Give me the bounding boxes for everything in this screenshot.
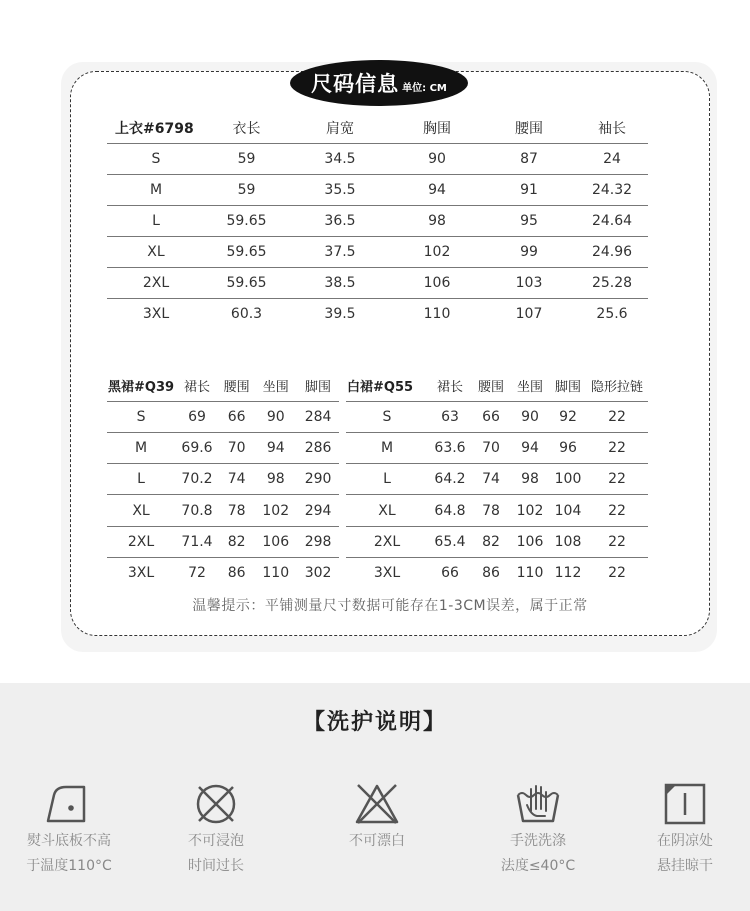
- table-cell: 65.4: [428, 526, 472, 557]
- table-cell: 74: [472, 464, 510, 495]
- table-cell: 25.6: [576, 298, 648, 329]
- table-cell: 104: [550, 495, 586, 526]
- table-cell: 98: [510, 464, 550, 495]
- table-cell: 112: [550, 557, 586, 588]
- table-cell: 22: [586, 495, 648, 526]
- table-row: [107, 526, 339, 557]
- table-cell: 66: [219, 401, 254, 432]
- table-cell: 99: [482, 236, 576, 267]
- table-cell: 91: [482, 174, 576, 205]
- table-header-cell: 上衣#6798: [115, 120, 194, 137]
- table-header-cell: 坐围: [516, 380, 543, 396]
- care-caption: 不可漂白: [349, 833, 405, 849]
- table-row: [107, 495, 339, 526]
- table-cell: 90: [392, 143, 482, 174]
- table-cell: 22: [586, 401, 648, 432]
- table-header-cell: 坐围: [262, 380, 289, 396]
- table-header-cell: 腰围: [477, 380, 504, 396]
- size-label-cell: 2XL: [107, 267, 205, 298]
- table-header-cell: 肩宽: [326, 120, 354, 137]
- table-cell: 110: [254, 557, 297, 588]
- table-cell: 63.6: [428, 432, 472, 463]
- table-cell: 102: [510, 495, 550, 526]
- table-cell: 70: [219, 432, 254, 463]
- table-cell: 90: [254, 401, 297, 432]
- table-row: [346, 526, 648, 557]
- care-caption: 于温度110°C: [26, 858, 112, 874]
- table-row: [346, 557, 648, 588]
- table-cell: 59.65: [205, 236, 288, 267]
- table-cell: 71.4: [175, 526, 219, 557]
- table-cell: 35.5: [288, 174, 392, 205]
- table-cell: 64.2: [428, 464, 472, 495]
- table-header-cell: 白裙#Q55: [347, 380, 414, 396]
- table-row: [107, 174, 648, 205]
- table-cell: 106: [254, 526, 297, 557]
- care-item-iron: [4, 781, 134, 877]
- table-row: [346, 401, 648, 432]
- table-cell: 95: [482, 205, 576, 236]
- care-caption: 法度≤40°C: [500, 858, 576, 874]
- size-label-cell: S: [107, 143, 205, 174]
- table-cell: 24.96: [576, 236, 648, 267]
- table-cell: 96: [550, 432, 586, 463]
- table-row: [107, 401, 339, 432]
- table-cell: 66: [472, 401, 510, 432]
- table-cell: 86: [219, 557, 254, 588]
- table-row: [346, 495, 648, 526]
- table-cell: 59: [205, 174, 288, 205]
- table-row: [107, 236, 648, 267]
- table-header-cell: 裙长: [436, 380, 463, 396]
- table-cell: 69: [175, 401, 219, 432]
- table-cell: 94: [254, 432, 297, 463]
- table-cell: 64.8: [428, 495, 472, 526]
- unit-label: 单位: CM: [402, 82, 447, 94]
- table-cell: 106: [510, 526, 550, 557]
- top-size-table: [107, 113, 648, 329]
- table-row: [107, 267, 648, 298]
- table-header-cell: 黑裙#Q39: [108, 380, 175, 396]
- table-row: [107, 143, 648, 174]
- table-cell: 107: [482, 298, 576, 329]
- size-label-cell: 3XL: [107, 557, 175, 588]
- size-label-cell: S: [107, 401, 175, 432]
- no-bleach-icon: [352, 781, 402, 827]
- table-header-cell: 隐形拉链: [590, 380, 643, 396]
- care-caption: 手洗洗涤: [510, 833, 566, 849]
- table-cell: 110: [392, 298, 482, 329]
- care-item-no-bleach: [312, 781, 442, 856]
- size-label-cell: L: [107, 205, 205, 236]
- table-cell: 302: [297, 557, 339, 588]
- table-cell: 102: [392, 236, 482, 267]
- size-label-cell: L: [107, 464, 175, 495]
- table-cell: 63: [428, 401, 472, 432]
- table-cell: 78: [219, 495, 254, 526]
- size-info-title: 尺码信息: [311, 72, 400, 96]
- care-instructions-section: [0, 683, 750, 911]
- table-header-cell: 衣长: [232, 120, 261, 137]
- size-label-cell: 2XL: [107, 526, 175, 557]
- table-cell: 110: [510, 557, 550, 588]
- table-cell: 284: [297, 401, 339, 432]
- care-item-hand-wash: [473, 781, 603, 877]
- table-cell: 34.5: [288, 143, 392, 174]
- table-row: [107, 432, 339, 463]
- table-header-cell: 裙长: [184, 380, 211, 396]
- table-cell: 59: [205, 143, 288, 174]
- table-cell: 286: [297, 432, 339, 463]
- table-cell: 92: [550, 401, 586, 432]
- table-header-cell: 袖长: [598, 120, 626, 137]
- size-info-title-badge: [290, 60, 468, 106]
- table-cell: 82: [472, 526, 510, 557]
- size-label-cell: L: [346, 464, 428, 495]
- table-cell: 70.2: [175, 464, 219, 495]
- size-label-cell: M: [107, 432, 175, 463]
- care-item-line-dry-shade: [620, 781, 750, 877]
- table-cell: 290: [297, 464, 339, 495]
- size-label-cell: 3XL: [346, 557, 428, 588]
- table-cell: 59.65: [205, 205, 288, 236]
- table-cell: 90: [510, 401, 550, 432]
- care-title: 【洗护说明】: [302, 710, 447, 735]
- table-cell: 94: [392, 174, 482, 205]
- table-cell: 39.5: [288, 298, 392, 329]
- table-cell: 74: [219, 464, 254, 495]
- table-cell: 22: [586, 464, 648, 495]
- table-cell: 70: [472, 432, 510, 463]
- table-cell: 100: [550, 464, 586, 495]
- table-cell: 60.3: [205, 298, 288, 329]
- size-label-cell: XL: [107, 236, 205, 267]
- table-cell: 22: [586, 526, 648, 557]
- table-cell: 38.5: [288, 267, 392, 298]
- table-cell: 294: [297, 495, 339, 526]
- table-cell: 82: [219, 526, 254, 557]
- care-caption: 悬挂晾干: [657, 858, 713, 874]
- table-cell: 24.64: [576, 205, 648, 236]
- size-label-cell: 3XL: [107, 298, 205, 329]
- table-header-row: [107, 371, 339, 401]
- hand-wash-icon: [513, 781, 563, 827]
- care-caption: 时间过长: [188, 858, 244, 874]
- table-cell: 25.28: [576, 267, 648, 298]
- table-row: [346, 464, 648, 495]
- table-cell: 59.65: [205, 267, 288, 298]
- table-cell: 24.32: [576, 174, 648, 205]
- measurement-notice: 温馨提示：平铺测量尺寸数据可能存在1-3CM误差，属于正常: [192, 598, 588, 614]
- care-caption: 在阴凉处: [657, 833, 713, 849]
- no-soak-icon: [191, 781, 241, 827]
- table-cell: 22: [586, 432, 648, 463]
- table-cell: 69.6: [175, 432, 219, 463]
- table-cell: 66: [428, 557, 472, 588]
- table-header-cell: 腰围: [515, 120, 543, 137]
- table-cell: 78: [472, 495, 510, 526]
- table-cell: 94: [510, 432, 550, 463]
- table-header-cell: 腰围: [223, 380, 250, 396]
- size-label-cell: 2XL: [346, 526, 428, 557]
- table-cell: 102: [254, 495, 297, 526]
- table-cell: 70.8: [175, 495, 219, 526]
- size-label-cell: M: [107, 174, 205, 205]
- line-dry-shade-icon: [660, 781, 710, 827]
- table-header-cell: 脚围: [554, 380, 581, 396]
- table-cell: 24: [576, 143, 648, 174]
- care-caption: 熨斗底板不高: [27, 833, 111, 849]
- iron-icon: [44, 781, 94, 827]
- table-cell: 103: [482, 267, 576, 298]
- table-row: [107, 557, 339, 588]
- care-caption: 不可浸泡: [188, 833, 244, 849]
- table-row: [107, 205, 648, 236]
- table-cell: 98: [392, 205, 482, 236]
- table-header-cell: 胸围: [423, 120, 451, 137]
- white-skirt-size-table: [346, 371, 648, 589]
- table-cell: 87: [482, 143, 576, 174]
- table-row: [107, 298, 648, 329]
- table-header-row: [346, 371, 648, 401]
- table-cell: 106: [392, 267, 482, 298]
- table-cell: 22: [586, 557, 648, 588]
- size-label-cell: XL: [346, 495, 428, 526]
- table-cell: 36.5: [288, 205, 392, 236]
- table-cell: 72: [175, 557, 219, 588]
- table-header-cell: 脚围: [305, 380, 332, 396]
- table-cell: 298: [297, 526, 339, 557]
- care-item-no-soak: [151, 781, 281, 877]
- table-cell: 86: [472, 557, 510, 588]
- black-skirt-size-table: [107, 371, 339, 589]
- size-label-cell: XL: [107, 495, 175, 526]
- table-row: [107, 464, 339, 495]
- size-label-cell: M: [346, 432, 428, 463]
- size-label-cell: S: [346, 401, 428, 432]
- table-cell: 98: [254, 464, 297, 495]
- table-cell: 37.5: [288, 236, 392, 267]
- table-header-row: [107, 113, 648, 143]
- table-cell: 108: [550, 526, 586, 557]
- table-row: [346, 432, 648, 463]
